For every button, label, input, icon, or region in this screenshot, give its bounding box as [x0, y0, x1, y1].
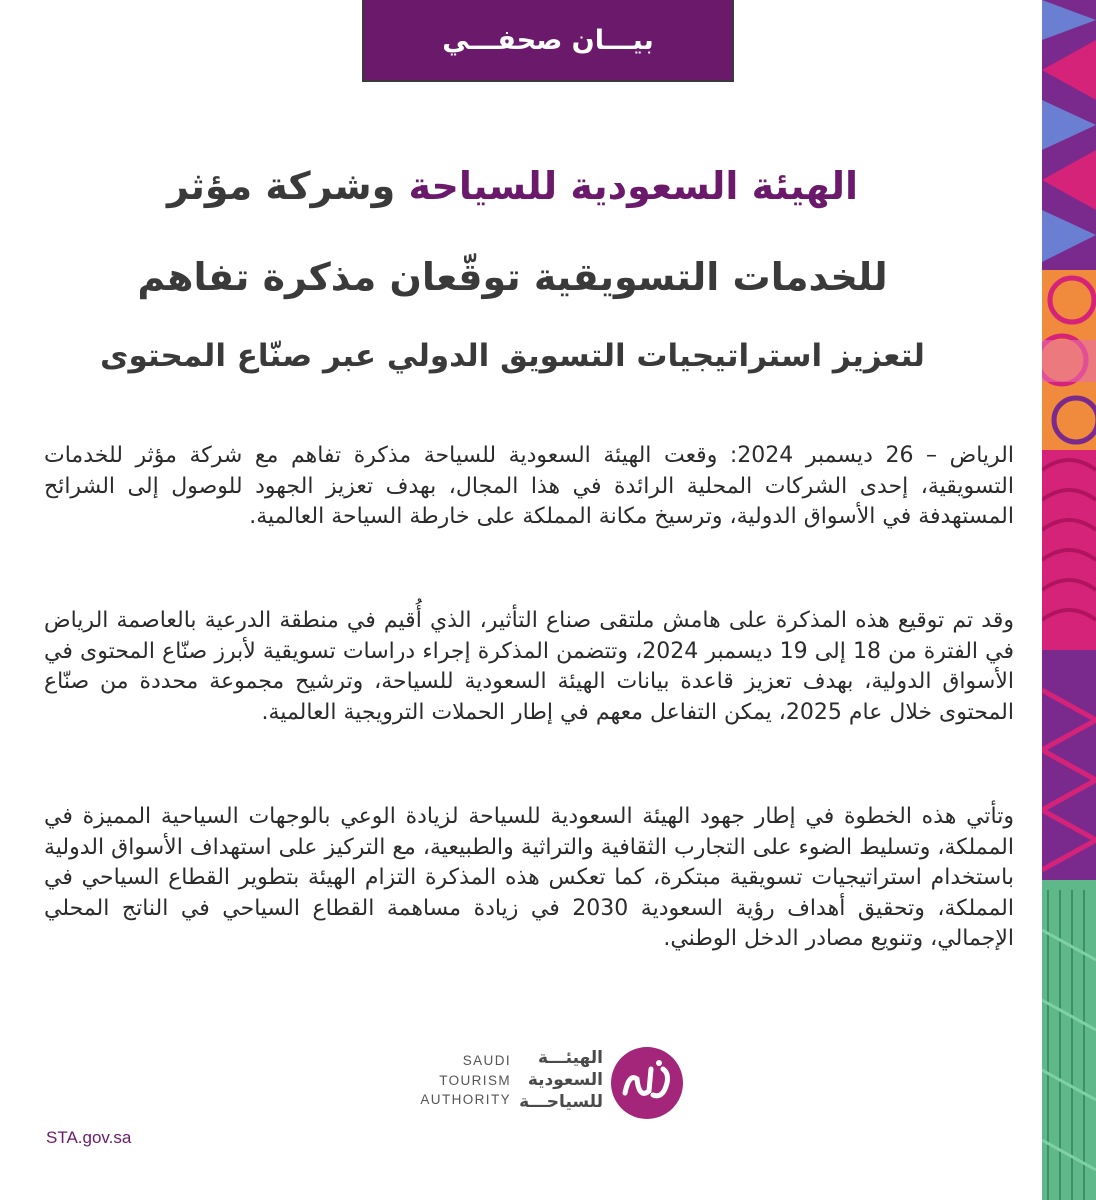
press-release-badge: [362, 0, 734, 82]
headline-line-1: [40, 156, 985, 216]
decorative-pattern-strip: [1042, 0, 1096, 1200]
sta-logo: [413, 1043, 681, 1123]
body-paragraph-1: الرياض – 26 ديسمبر 2024: وقعت الهيئة السعودية للسياحة مذكرة تفاهم مع شركة مؤثر للخدمات التسويقية، إحدى الشركات المحلية الرائدة في هذا المجال، بهدف تعزيز الجهود للوصول إلى الشرائح المستهدفة في الأسواق الدولية، وترسيخ مكانة المملكة على خارطة السياحة العالمية.: [44, 443, 1014, 529]
body-paragraph-2: وقد تم توقيع هذه المذكرة على هامش ملتقى صناع التأثير، الذي أُقيم في منطقة الدرعية بالعاصمة الرياض في الفترة من 18 إلى 19 ديسمبر 2024، وتتضمن المذكرة إجراء دراسات تسويقية لأبرز صنّاع المحتوى في الأسواق الدولية، بهدف تعزيز قاعدة بيانات الهيئة السعودية للسياحة، وترشيح مجموعة محددة من صنّاع المحتوى خلال عام 2025، يمكن التفاعل معهم في إطار الحملات الترويجية العالمية.: [44, 608, 1014, 725]
headline-line-2: للخدمات التسويقية توقّعان مذكرة تفاهم: [137, 255, 888, 299]
headline-accent: الهيئة السعودية للسياحة: [408, 164, 859, 208]
body-paragraph-3: وتأتي هذه الخطوة في إطار جهود الهيئة السعودية للسياحة لزيادة الوعي بالوجهات السياحية المميزة في المملكة، وتسليط الضوء على التجارب الثقافية والتراثية والطبيعية، مع التركيز على استهداف الأسواق الدولية باستخدام استراتيجيات تسويقية مبتكرة، كما تعكس هذه المذكرة التزام الهيئة بتطوير القطاع السياحي في المملكة، وتحقيق أهداف رؤية السعودية 2030 في زيادة مساهمة القطاع السياحي في الناتج المحلي الإجمالي، وتنويع مصادر الدخل الوطني.: [44, 804, 1014, 951]
logo-arabic-text: الهيئـــة السعودية للسياحـــة: [519, 1048, 603, 1112]
headline-line-1-rest: وشركة مؤثر: [166, 164, 409, 208]
logo-english-text: SAUDI TOURISM AUTHORITY: [420, 1053, 511, 1107]
headline-subtitle: لتعزيز استراتيجيات التسويق الدولي عبر صنّاع المحتوى: [100, 338, 925, 374]
badge-label: بيـــان صحفـــي: [442, 24, 654, 56]
sta-emblem-icon: [607, 1043, 687, 1123]
website-link[interactable]: STA.gov.sa: [46, 1128, 132, 1147]
